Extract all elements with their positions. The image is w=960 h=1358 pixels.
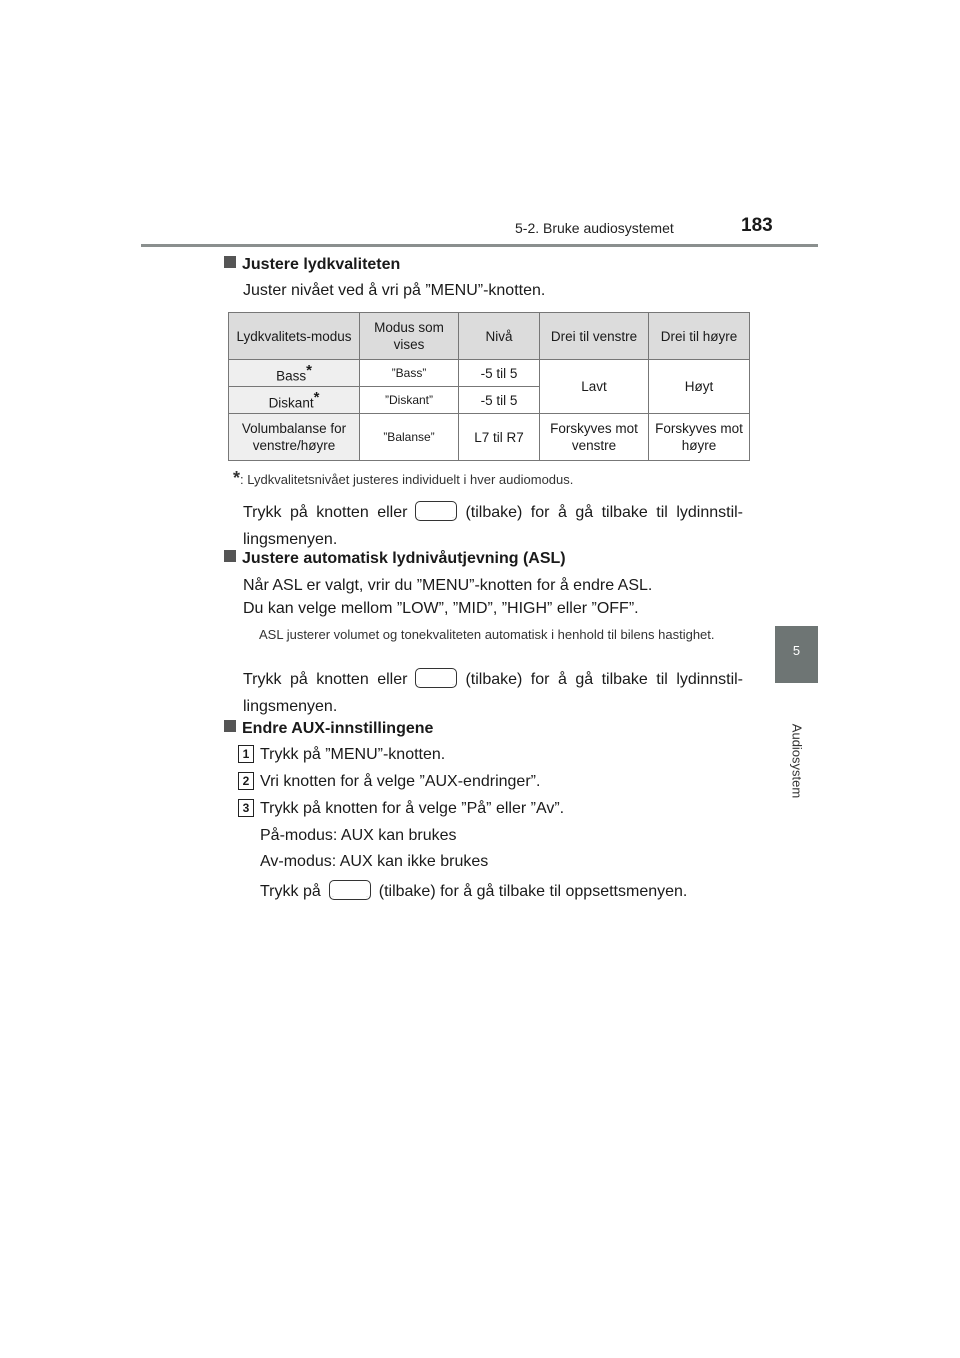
cell-shown: ”Diskant” bbox=[360, 387, 459, 414]
footer-code: OM99P39NO bbox=[0, 1342, 85, 1358]
cell-level: -5 til 5 bbox=[459, 387, 540, 414]
col-header-mode: Lydkvalitets-modus bbox=[229, 313, 360, 360]
square-bullet-icon bbox=[224, 550, 236, 562]
cell-mode: Diskant* bbox=[229, 387, 360, 414]
cell-turn-left: Lavt bbox=[540, 360, 649, 414]
step-text: Trykk på knotten for å velge ”På” eller ”Av”. bbox=[260, 800, 565, 817]
cell-turn-right: Forskyves mot høyre bbox=[649, 414, 750, 461]
sound-quality-table bbox=[228, 312, 750, 461]
section-title: 5-2. Bruke audiosystemet bbox=[515, 220, 674, 236]
table-row bbox=[229, 414, 750, 461]
cell-turn-right: Høyt bbox=[649, 360, 750, 414]
asl-line-1: Når ASL er valgt, vrir du ”MENU”-knotten for å endre ASL. bbox=[243, 577, 653, 594]
square-bullet-icon bbox=[224, 720, 236, 732]
asl-line-2: Du kan velge mellom ”LOW”, ”MID”, ”HIGH” eller ”OFF”. bbox=[243, 600, 639, 617]
cell-level: -5 til 5 bbox=[459, 360, 540, 387]
table-header-row bbox=[229, 313, 750, 360]
col-header-right: Drei til høyre bbox=[649, 313, 750, 360]
cell-turn-left: Forskyves mot venstre bbox=[540, 414, 649, 461]
section-heading-asl: Justere automatisk lydnivåutjevning (ASL) bbox=[224, 550, 566, 568]
step-text: Vri knotten for å velge ”AUX-endringer”. bbox=[260, 773, 541, 790]
cell-level: L7 til R7 bbox=[459, 414, 540, 461]
table-row bbox=[229, 360, 750, 387]
back-instruction: Trykk på knotten eller (tilbake) for å gå tilbake til lydinnstil-lingsmenyen. bbox=[243, 666, 743, 720]
step-number: 1 bbox=[238, 745, 254, 763]
step-text: Trykk på ”MENU”-knotten. bbox=[260, 746, 446, 763]
back-instruction: Trykk på knotten eller (tilbake) for å gå tilbake til lydinnstil-lingsmenyen. bbox=[243, 499, 743, 553]
back-button-icon bbox=[415, 501, 457, 521]
off-mode-text: Av-modus: AUX kan ikke brukes bbox=[260, 853, 489, 870]
header-rule bbox=[141, 244, 818, 247]
back-button-icon bbox=[329, 880, 371, 900]
section-heading-aux: Endre AUX-innstillingene bbox=[224, 720, 433, 738]
back-instruction: Trykk på (tilbake) for å gå tilbake til oppsettsmenyen. bbox=[260, 880, 687, 901]
square-bullet-icon bbox=[224, 256, 236, 268]
footnote: *: Lydkvalitetsnivået justeres individuelt i hver audiomodus. bbox=[233, 468, 574, 488]
page-number: 183 bbox=[741, 215, 773, 236]
back-button-icon bbox=[415, 668, 457, 688]
asl-note: ASL justerer volumet og tonekvaliteten automatisk i henhold til bilens hastighet. bbox=[259, 627, 715, 642]
cell-mode: Volumbalanse for venstre/høyre bbox=[229, 414, 360, 461]
cell-shown: ”Bass” bbox=[360, 360, 459, 387]
step-number: 3 bbox=[238, 799, 254, 817]
col-header-shown: Modus som vises bbox=[360, 313, 459, 360]
col-header-level: Nivå bbox=[459, 313, 540, 360]
step-number: 2 bbox=[238, 772, 254, 790]
intro-text: Juster nivået ved å vri på ”MENU”-knotten. bbox=[243, 282, 546, 299]
cell-mode: Bass* bbox=[229, 360, 360, 387]
cell-shown: ”Balanse” bbox=[360, 414, 459, 461]
on-mode-text: På-modus: AUX kan brukes bbox=[260, 827, 457, 844]
col-header-left: Drei til venstre bbox=[540, 313, 649, 360]
chapter-tab: 5 bbox=[775, 626, 818, 683]
chapter-label: Audiosystem bbox=[789, 723, 804, 798]
section-heading-sound-quality: Justere lydkvaliteten bbox=[224, 256, 400, 274]
